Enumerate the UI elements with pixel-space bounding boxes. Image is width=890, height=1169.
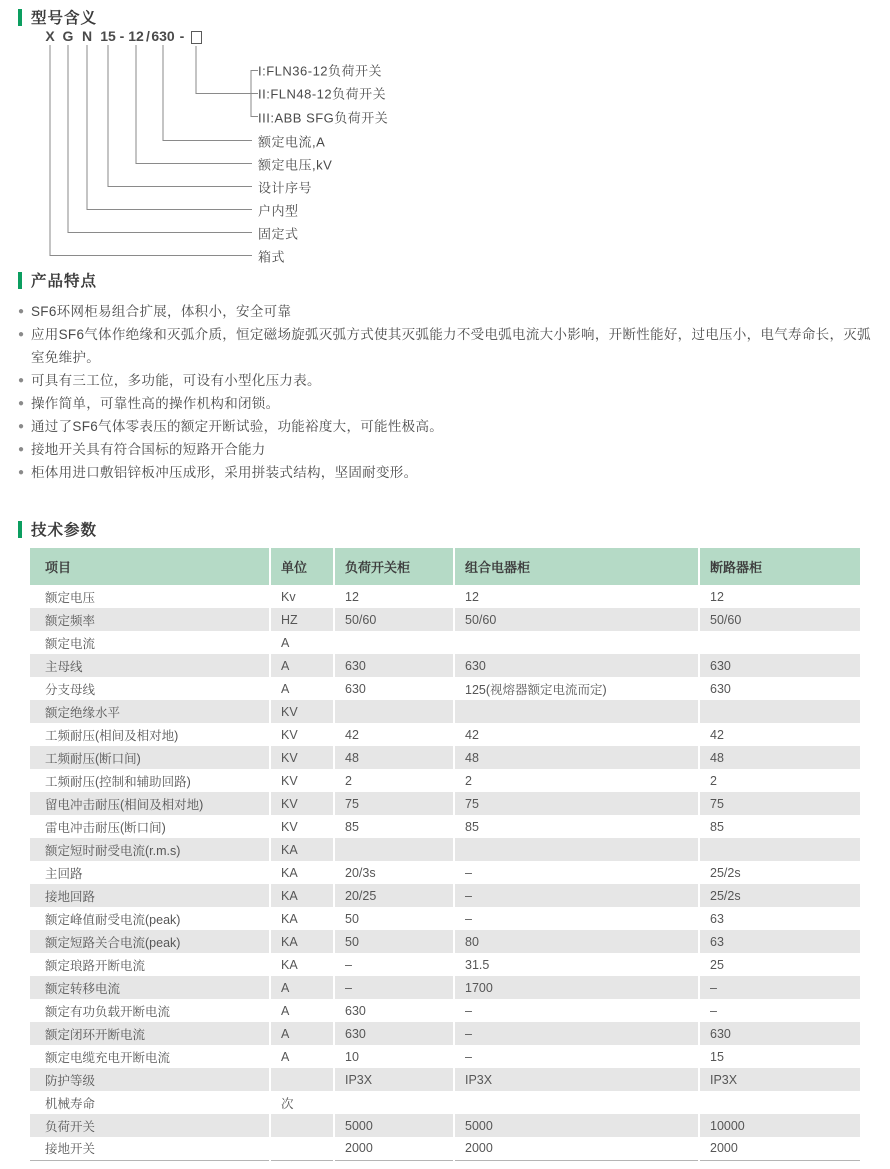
table-row bbox=[30, 884, 860, 907]
table-cell: KA bbox=[270, 930, 334, 953]
bullet-icon: ● bbox=[18, 306, 25, 317]
table-cell: 63 bbox=[699, 907, 860, 930]
diagram-line-label: 额定电流,A bbox=[258, 134, 326, 150]
table-cell: 额定短时耐受电流(r.m.s) bbox=[30, 838, 270, 861]
table-cell bbox=[699, 631, 860, 654]
table-cell: 80 bbox=[454, 930, 699, 953]
table-row bbox=[30, 861, 860, 884]
table-cell: 接地回路 bbox=[30, 884, 270, 907]
table-cell: 10000 bbox=[699, 1114, 860, 1137]
table-cell bbox=[334, 1091, 454, 1114]
feature-item bbox=[18, 300, 872, 323]
table-cell: – bbox=[454, 1045, 699, 1068]
table-cell: 2000 bbox=[454, 1137, 699, 1160]
column-header: 项目 bbox=[30, 548, 270, 585]
column-header: 断路器柜 bbox=[699, 548, 860, 585]
table-cell bbox=[454, 631, 699, 654]
diagram-line-label: 额定电压,kV bbox=[258, 157, 333, 173]
model-code-part: G bbox=[62, 28, 74, 44]
table-cell: HZ bbox=[270, 608, 334, 631]
table-cell: KV bbox=[270, 723, 334, 746]
model-code-part: - bbox=[119, 28, 125, 44]
table-cell: 630 bbox=[454, 654, 699, 677]
feature-item bbox=[18, 438, 872, 461]
diagram-connector-lines bbox=[30, 28, 870, 269]
specs-table-container bbox=[30, 548, 860, 1161]
feature-text: 可具有三工位，多功能，可设有小型化压力表。 bbox=[31, 373, 321, 388]
table-cell: 次 bbox=[270, 1091, 334, 1114]
table-cell: KA bbox=[270, 838, 334, 861]
table-cell: – bbox=[454, 884, 699, 907]
table-cell: IP3X bbox=[334, 1068, 454, 1091]
section-title-text: 型号含义 bbox=[31, 10, 98, 27]
model-code-part: 12 bbox=[128, 28, 144, 44]
diagram-branch-label: III:ABB SFG负荷开关 bbox=[258, 110, 389, 126]
table-cell: 额定有功负载开断电流 bbox=[45, 1004, 171, 1019]
table-cell: KV bbox=[270, 700, 334, 723]
table-cell: 48 bbox=[334, 746, 454, 769]
table-cell: 630 bbox=[334, 999, 454, 1022]
table-cell: 20/25 bbox=[334, 884, 454, 907]
table-cell bbox=[334, 631, 454, 654]
feature-text: 应用SF6气体作绝缘和灭弧介质，恒定磁场旋弧灭弧方式使其灭弧能力不受电弧电流大小影响，开断性能好，过电压小，电气寿命长，灭弧室免维护。 bbox=[31, 327, 871, 365]
table-header-row bbox=[30, 548, 860, 585]
table-cell: 20/3s bbox=[334, 861, 454, 884]
table-cell: 25 bbox=[699, 953, 860, 976]
bullet-icon: ● bbox=[18, 398, 25, 409]
table-cell: – bbox=[699, 999, 860, 1022]
table-cell bbox=[334, 838, 454, 861]
table-cell: 额定频率 bbox=[30, 608, 270, 631]
table-cell: – bbox=[454, 861, 699, 884]
table-cell: 75 bbox=[454, 792, 699, 815]
table-cell: IP3X bbox=[699, 1068, 860, 1091]
section-title-model bbox=[18, 6, 890, 28]
table-cell: 12 bbox=[334, 585, 454, 608]
table-cell: 42 bbox=[454, 723, 699, 746]
table-row bbox=[30, 1045, 860, 1068]
table-cell: 1700 bbox=[454, 976, 699, 999]
table-row bbox=[30, 953, 860, 976]
table-cell: 5000 bbox=[334, 1114, 454, 1137]
table-cell: 630 bbox=[334, 654, 454, 677]
table-cell bbox=[699, 700, 860, 723]
table-cell: – bbox=[334, 953, 454, 976]
table-cell: 630 bbox=[699, 654, 860, 677]
section-accent-bar bbox=[18, 9, 22, 26]
table-cell: 85 bbox=[699, 815, 860, 838]
table-cell: 630 bbox=[699, 677, 860, 700]
table-cell: 接地开关 bbox=[45, 1142, 96, 1157]
table-cell: A bbox=[270, 654, 334, 677]
table-cell: KA bbox=[270, 953, 334, 976]
table-row bbox=[30, 585, 860, 608]
table-cell: 85 bbox=[454, 815, 699, 838]
table-cell: 额定转移电流 bbox=[30, 976, 270, 999]
table-cell: 42 bbox=[699, 723, 860, 746]
column-header: 负荷开关柜 bbox=[334, 548, 454, 585]
feature-item bbox=[18, 323, 872, 369]
table-cell: 125(视熔器额定电流而定) bbox=[454, 677, 699, 700]
table-cell: 额定短路关合电流(peak) bbox=[30, 930, 270, 953]
table-cell: A bbox=[270, 976, 334, 999]
table-cell: 2 bbox=[454, 769, 699, 792]
table-cell: 额定电压 bbox=[45, 590, 96, 605]
table-row bbox=[30, 1114, 860, 1137]
table-cell: 留电冲击耐压(相间及相对地) bbox=[30, 792, 270, 815]
section-accent-bar bbox=[18, 521, 22, 538]
table-cell: 42 bbox=[334, 723, 454, 746]
section-title-features bbox=[18, 269, 890, 291]
feature-text: 柜体用进口敷铝锌板冲压成形，采用拼装式结构，坚固耐变形。 bbox=[31, 465, 418, 480]
bullet-icon: ● bbox=[18, 421, 25, 432]
diagram-branch-label: II:FLN48-12负荷开关 bbox=[258, 86, 387, 102]
feature-item bbox=[18, 369, 872, 392]
model-code-part: / bbox=[146, 28, 150, 44]
table-row bbox=[30, 838, 860, 861]
table-cell: 额定绝缘水平 bbox=[30, 700, 270, 723]
table-row bbox=[30, 907, 860, 930]
table-cell: 10 bbox=[334, 1045, 454, 1068]
table-cell: KV bbox=[270, 815, 334, 838]
table-cell: 50 bbox=[334, 930, 454, 953]
table-cell: KA bbox=[270, 907, 334, 930]
table-cell: 75 bbox=[334, 792, 454, 815]
table-cell: 2 bbox=[699, 769, 860, 792]
table-row bbox=[30, 1137, 860, 1160]
table-cell: 负荷开关 bbox=[30, 1114, 270, 1137]
table-cell bbox=[454, 1091, 699, 1114]
table-row bbox=[30, 746, 860, 769]
diagram-line-label: 设计序号 bbox=[258, 180, 313, 196]
table-row bbox=[30, 769, 860, 792]
table-cell bbox=[454, 700, 699, 723]
column-header: 单位 bbox=[270, 548, 334, 585]
table-cell: – bbox=[454, 1022, 699, 1045]
table-row bbox=[30, 1022, 860, 1045]
table-cell: 额定电流 bbox=[45, 636, 96, 651]
table-cell: – bbox=[334, 976, 454, 999]
table-row bbox=[30, 815, 860, 838]
table-row bbox=[30, 631, 860, 654]
table-cell: 工频耐压(相间及相对地) bbox=[45, 728, 179, 743]
table-cell bbox=[270, 1068, 334, 1091]
table-cell: 额定琅路开断电流 bbox=[45, 958, 146, 973]
table-cell: 2000 bbox=[334, 1137, 454, 1160]
table-cell: 5000 bbox=[454, 1114, 699, 1137]
table-cell: KV bbox=[270, 769, 334, 792]
table-row bbox=[30, 1091, 860, 1114]
table-cell: 48 bbox=[699, 746, 860, 769]
model-code-part: N bbox=[81, 28, 93, 44]
model-code-part: - bbox=[179, 28, 185, 44]
table-cell: 雷电冲击耐压(断口间) bbox=[45, 820, 166, 835]
diagram-line-label: 户内型 bbox=[258, 203, 299, 219]
model-code-part: X bbox=[45, 28, 55, 44]
table-cell: 31.5 bbox=[454, 953, 699, 976]
table-cell bbox=[334, 700, 454, 723]
table-cell: 25/2s bbox=[699, 861, 860, 884]
table-cell bbox=[699, 838, 860, 861]
section-title-text: 产品特点 bbox=[31, 273, 98, 290]
table-cell: 12 bbox=[699, 585, 860, 608]
feature-text: SF6环网柜易组合扩展，体积小，安全可靠 bbox=[31, 304, 292, 319]
table-cell: A bbox=[270, 1022, 334, 1045]
table-cell: 630 bbox=[334, 677, 454, 700]
section-accent-bar bbox=[18, 272, 22, 289]
table-row bbox=[30, 608, 860, 631]
table-cell: 50/60 bbox=[699, 608, 860, 631]
table-cell: A bbox=[270, 677, 334, 700]
feature-text: 操作简单，可靠性高的操作机构和闭锁。 bbox=[31, 396, 280, 411]
table-cell: 额定闭环开断电流 bbox=[30, 1022, 270, 1045]
table-cell: 48 bbox=[454, 746, 699, 769]
model-diagram bbox=[30, 28, 870, 269]
table-row bbox=[30, 976, 860, 999]
table-cell: 额定电缆充电开断电流 bbox=[45, 1050, 171, 1065]
table-cell: KA bbox=[270, 884, 334, 907]
bullet-icon: ● bbox=[18, 444, 25, 455]
table-cell: 2000 bbox=[699, 1137, 860, 1160]
table-cell: A bbox=[270, 1045, 334, 1068]
table-cell: KV bbox=[270, 746, 334, 769]
model-code-part: 630 bbox=[151, 28, 175, 44]
table-cell: 2 bbox=[334, 769, 454, 792]
column-header: 组合电器柜 bbox=[454, 548, 699, 585]
specs-table bbox=[30, 548, 860, 1161]
table-cell bbox=[699, 1091, 860, 1114]
section-title-specs bbox=[18, 518, 890, 540]
diagram-line-label: 固定式 bbox=[258, 226, 299, 242]
table-cell: 主母线 bbox=[30, 654, 270, 677]
table-cell: 85 bbox=[334, 815, 454, 838]
feature-item bbox=[18, 392, 872, 415]
diagram-line-label: 箱式 bbox=[258, 249, 286, 265]
table-cell: – bbox=[454, 907, 699, 930]
table-row bbox=[30, 792, 860, 815]
table-cell: 630 bbox=[699, 1022, 860, 1045]
feature-text: 接地开关具有符合国标的短路开合能力 bbox=[31, 442, 266, 457]
feature-item bbox=[18, 415, 872, 438]
table-cell: A bbox=[270, 999, 334, 1022]
table-cell: 25/2s bbox=[699, 884, 860, 907]
table-cell: KV bbox=[270, 792, 334, 815]
table-row bbox=[30, 1068, 860, 1091]
model-code-box-icon bbox=[191, 31, 202, 44]
table-cell: KA bbox=[270, 861, 334, 884]
table-row bbox=[30, 677, 860, 700]
feature-text: 通过了SF6气体零表压的额定开断试验，功能裕度大，可能性极高。 bbox=[31, 419, 444, 434]
table-cell bbox=[270, 1137, 334, 1160]
table-row bbox=[30, 930, 860, 953]
table-row bbox=[30, 654, 860, 677]
table-cell: 分支母线 bbox=[45, 682, 96, 697]
table-cell: 63 bbox=[699, 930, 860, 953]
table-cell: 工频耐压(断口间) bbox=[30, 746, 270, 769]
table-cell: 额定峰值耐受电流(peak) bbox=[45, 912, 181, 927]
features-list bbox=[18, 300, 872, 484]
table-cell: 630 bbox=[334, 1022, 454, 1045]
table-cell: 主回路 bbox=[45, 866, 83, 881]
table-cell: 50/60 bbox=[454, 608, 699, 631]
table-row bbox=[30, 700, 860, 723]
feature-item bbox=[18, 461, 872, 484]
section-title-text: 技术参数 bbox=[31, 522, 98, 539]
bullet-icon: ● bbox=[18, 467, 25, 478]
diagram-branch-label: I:FLN36-12负荷开关 bbox=[258, 63, 383, 79]
table-cell: 防护等级 bbox=[30, 1068, 270, 1091]
bullet-icon: ● bbox=[18, 375, 25, 386]
table-cell: – bbox=[699, 976, 860, 999]
table-cell: 50/60 bbox=[334, 608, 454, 631]
model-code-part: 15 bbox=[100, 28, 116, 44]
table-cell bbox=[270, 1114, 334, 1137]
table-cell: 50 bbox=[334, 907, 454, 930]
bullet-icon: ● bbox=[18, 329, 25, 340]
table-cell: IP3X bbox=[454, 1068, 699, 1091]
table-cell bbox=[454, 838, 699, 861]
table-cell: A bbox=[270, 631, 334, 654]
table-cell: Kv bbox=[270, 585, 334, 608]
table-row bbox=[30, 999, 860, 1022]
table-cell: 机械寿命 bbox=[45, 1096, 96, 1111]
table-cell: 15 bbox=[699, 1045, 860, 1068]
table-cell: 75 bbox=[699, 792, 860, 815]
specs-table-body bbox=[30, 585, 860, 1160]
table-row bbox=[30, 723, 860, 746]
table-cell: – bbox=[454, 999, 699, 1022]
table-cell: 12 bbox=[454, 585, 699, 608]
table-cell: 工频耐压(控制和辅助回路) bbox=[45, 774, 191, 789]
